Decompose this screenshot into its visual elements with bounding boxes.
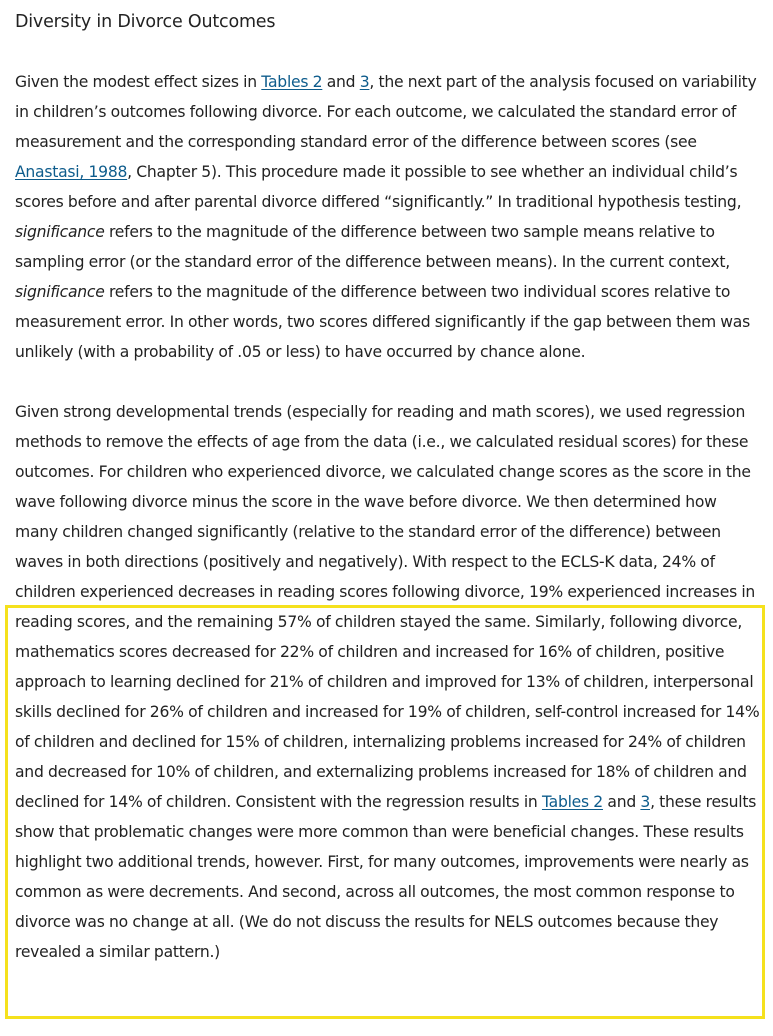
tables-2-link[interactable]: Tables 2 [261, 73, 323, 91]
paragraph-1-text: refers to the magnitude of the difference between two individual scores relative to measurement error. In other words, two scores differed significantly if the gap between them was unlikely (with a probability of .05 or less) to have occurred by chance alone. [15, 283, 750, 361]
paragraph-1-text: Given the modest effect sizes in [15, 73, 262, 91]
significance-term: significance [15, 223, 105, 241]
paragraph-1 [15, 67, 760, 367]
anastasi-1988-link[interactable]: Anastasi, 1988 [15, 163, 128, 181]
tables-2-link[interactable]: Tables 2 [541, 793, 603, 811]
paragraph-2-text: , these results show that problematic changes were more common than were beneficial changes. These results highlight two additional trends, however. First, for many outcomes, improvements were nearly as common as were decrements. And second, across all outcomes, the most common response to divorce was no change at all. (We do not discuss the results for NELS outcomes because they revealed a similar pattern.) [15, 793, 757, 961]
paragraph-1-text: , Chapter 5). This procedure made it possible to see whether an individual child’s scores before and after parental divorce differed “significantly.” In traditional hypothesis testing, [15, 163, 742, 211]
table-3-link[interactable]: 3 [359, 73, 370, 91]
paragraph-1-text: refers to the magnitude of the difference between two sample means relative to sampling error (or the standard error of the difference between means). In the current context, [15, 223, 730, 271]
paragraph-2-text: and [602, 793, 641, 811]
significance-term: significance [15, 283, 105, 301]
article-section [15, 6, 760, 967]
table-3-link[interactable]: 3 [640, 793, 651, 811]
paragraph-2-text: Given strong developmental trends (especially for reading and math scores), we used regression methods to remove the effects of age from the data (i.e., we calculated residual scores) for these outcomes. For children who experienced divorce, we calculated change scores as the score in the wave following divorce minus the score in the wave before divorce. We then determined how many children changed significantly (relative to the standard error of the difference) between waves in both directions (positively and negatively). With respect to the ECLS-K data, 24% of children experienced decreases in reading scores following divorce, 19% experienced increases in reading scores, and the remaining 57% of children stayed the same. Similarly, following divorce, mathematics scores decreased for 22% of children and increased for 16% of children, positive approach to learning declined for 21% of children and improved for 13% of children, interpersonal skills declined for 26% of children and increased for 19% of children, self-control increased for 14% of children and declined for 15% of children, internalizing problems increased for 24% of children and decreased for 10% of children, and externalizing problems increased for 18% of children and declined for 14% of children. Consistent with the regression results in [15, 403, 760, 811]
paragraph-1-text: and [322, 73, 360, 91]
section-title: Diversity in Divorce Outcomes [15, 12, 276, 32]
paragraph-1-text: , the next part of the analysis focused on variability in children’s outcomes following divorce. For each outcome, we calculated the standard error of measurement and the corresponding standard error of the difference between scores (see [15, 73, 757, 151]
paragraph-2 [15, 397, 760, 967]
